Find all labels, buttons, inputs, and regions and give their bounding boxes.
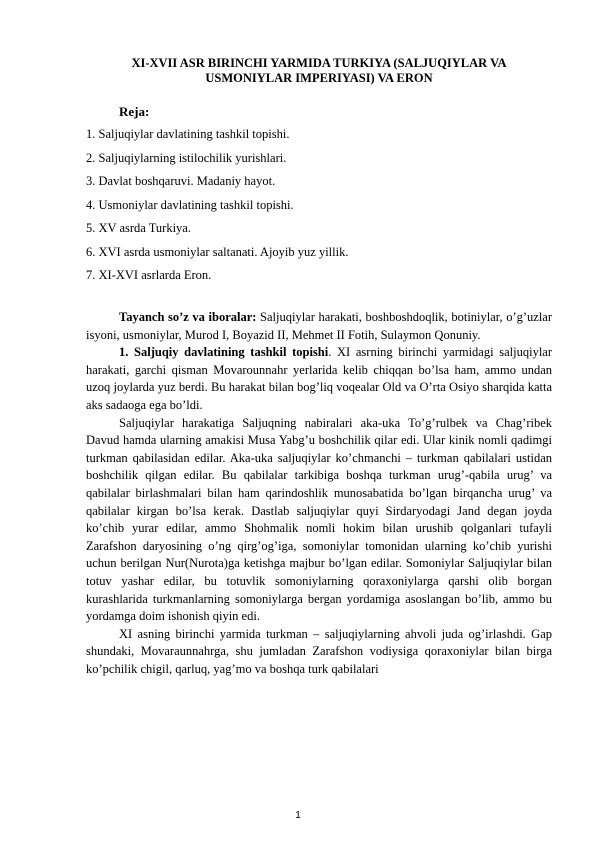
document-title: XI-XVII ASR BIRINCHI YARMIDA TURKIYA (SALJUQIYLAR VA USMONIYLAR IMPERIYASI) VA ERON — [131, 56, 507, 85]
plan-item: 6. XVI asrda usmoniylar saltanati. Ajoyib yuz yillik. — [86, 244, 349, 259]
plan-item: 7. XI-XVI asrlarda Eron. — [86, 268, 212, 282]
plan-list — [86, 127, 552, 283]
page-number: 1 — [295, 810, 301, 821]
plan-item: 5. XV asrda Turkiya. — [86, 221, 191, 235]
plan-label: Reja: — [119, 104, 150, 119]
body-paragraph: Saljuqiylar harakatiga Saljuqning nabiralari aka-uka To’g’rulbek va Chag’ribek Davud hamda ularning amakisi Musa Yabg’u boshchilik qilar edi. Ular kinik nomli qadimgi turkman qabilasidan edilar. Aka-uka saljuqiylar ko’chmanchi – turkman qabilalari ustidan boshchilik qilgan edilar. Bu qabilalar tarkibiga boshqa turkman urug’-qabila urug’ va qabilalar birlashmalari bilan ham qarindoshlik munosabatida bo’lgan birqancha urug’ va qabilalar kirgan bo’lsa kerak. Dastlab saljuqiylar quyi Sirdaryodagi Jand degan joyda ko’chib yurar edilar, ammo Shohmalik nomli hokim bilan urushib qolganlari tufayli Zarafshon daryosining o’ng qirg’og’iga, somoniylar tomonidan ularning ko’chib yurishi uchun berilgan Nur(Nurota)ga ketishga majbur bo’lgan edilar. Somoniylar Saljuqiylar bilan totuv yashar edilar, bu totuvlik somoniylarning qoraxoniylarga qarshi olib borgan kurashlarida turkmanlarning somoniylarga bergan yordamiga asoslangan bo’lib, ammo bu yordamga doim ishonish qiyin edi. — [86, 415, 552, 624]
section1-text: . XI asrning birinchi yarmidagi saljuqiylar harakati, garchi qisman Movarounnahr yerlarida kelib chiqqan bo’lsa ham, ammo undan uzoq joylarda yuz berdi. Bu harakat bilan bog’liq voqealar Old va O’rta Osiyo sharqida katta aks sadaoga ega bo’ldi. — [86, 345, 553, 412]
plan-item: 4. Usmoniylar davlatining tashkil topishi. — [86, 197, 294, 212]
keywords-text: Saljuqiylar harakati, boshboshdoqlik, botiniylar, o’g’uzlar isyoni, usmoniylar, Murod I, Boyazid II, Mehmet II Fotih, Sulaymon Qonuniy. — [86, 310, 552, 342]
document-page — [86, 56, 552, 678]
plan-item: 3. Davlat boshqaruvi. Madaniy hayot. — [86, 174, 276, 188]
section1-heading: 1. Saljuqiy davlatining tashkil topishi — [119, 345, 329, 360]
body-paragraph: XI asning birinchi yarmida turkman – saljuqiylarning ahvoli juda og’irlashdi. Gap shundaki, Movaraunnahrga, shu jumladan Zarafshon vodiysiga qoraxoniylar bilan birga ko’pchilik chigil, qarluq, yag’mo va boshqa turk qabilalari — [86, 626, 552, 676]
plan-item: 2. Saljuqiylarning istilochilik yurishlari. — [86, 150, 287, 165]
keywords-label: Tayanch so’z va iboralar: — [119, 310, 257, 324]
section1-paragraph — [86, 344, 552, 414]
plan-item: 1. Saljuqiylar davlatining tashkil topishi. — [86, 127, 290, 141]
keywords-paragraph — [86, 309, 552, 344]
